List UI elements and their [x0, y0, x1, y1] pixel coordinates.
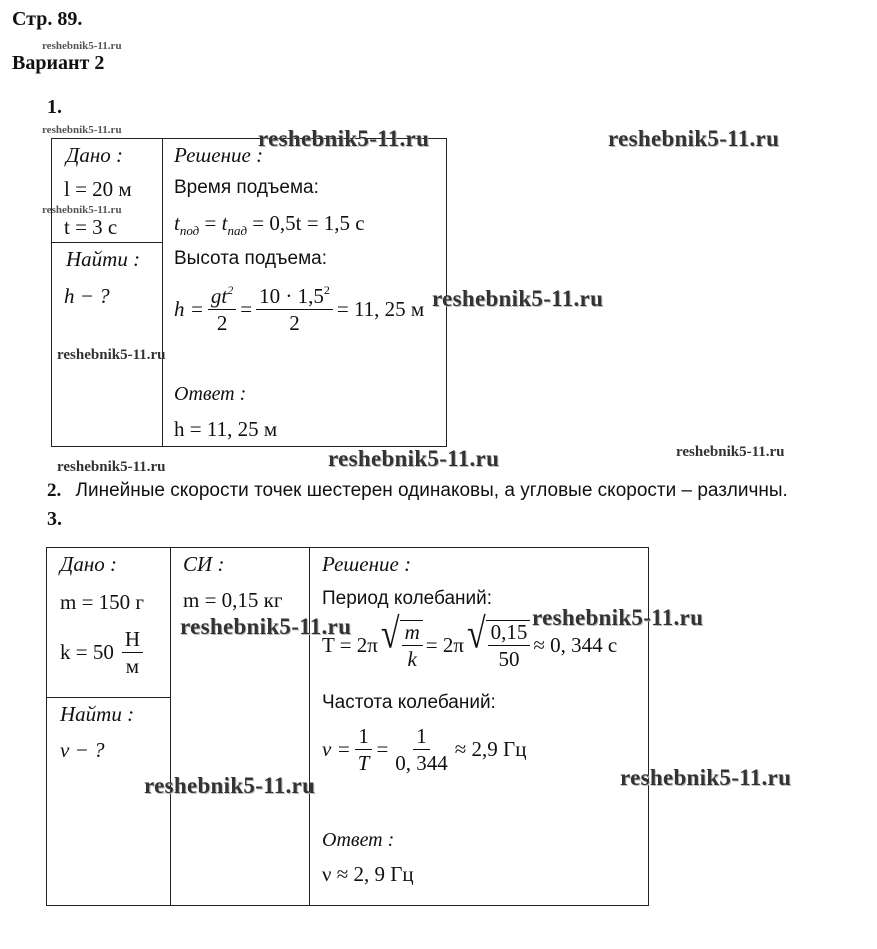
task3-answer-label: Ответ :: [322, 829, 395, 851]
watermark: reshebnik5-11.ru: [620, 765, 792, 790]
task2-line: 2. Линейные скорости точек шестерен одинаковы, а угловые скорости – различны.: [47, 480, 788, 501]
task3-solution-label: Решение :: [322, 552, 412, 576]
task3-given-divider: [46, 697, 171, 698]
watermark: reshebnik5-11.ru: [42, 204, 122, 216]
task1-height-formula: h = $\frac{gt^2}{2}$ = $\frac{10 \cdot 1,5^2}{2}$ = 11, 25 м: [174, 283, 425, 336]
watermark: reshebnik5-11.ru: [432, 286, 604, 311]
task3-freq-label: Частота колебаний:: [322, 692, 496, 713]
task3-find-nu: ν − ?: [60, 738, 105, 762]
watermark: reshebnik5-11.ru: [42, 124, 122, 136]
task1-rise-time-label: Время подъема:: [174, 177, 319, 198]
task1-rise-time-formula: $t_{под} = t_{пад} = 0,5t = 1,5$ с: [174, 211, 365, 238]
watermark: reshebnik5-11.ru: [532, 605, 704, 630]
task1-given-divider: [51, 242, 163, 243]
task1-given-label: Дано :: [66, 143, 124, 167]
task1-find-label: Найти :: [66, 247, 141, 271]
task1-solution-label: Решение :: [174, 143, 264, 167]
task3-given-k: k = 50 $\frac{Н}{м}$: [60, 628, 143, 677]
task3-number: 3.: [47, 508, 62, 530]
watermark: reshebnik5-11.ru: [57, 347, 166, 363]
task1-answer-label: Ответ :: [174, 383, 247, 405]
watermark: reshebnik5-11.ru: [258, 126, 430, 151]
task3-find-label: Найти :: [60, 702, 135, 726]
task3-period-formula: T = 2π √ $\frac{m}{k}$ = 2π √ $\frac{0,15}{50}$ ≈ 0, 344 с: [322, 611, 618, 672]
task3-given-label: Дано :: [60, 552, 118, 576]
watermark: reshebnik5-11.ru: [144, 773, 316, 798]
watermark: reshebnik5-11.ru: [676, 444, 785, 460]
task3-freq-formula: ν = $\frac{1}{T}$ = $\frac{1}{0, 344}$ ≈ 2,9 Гц: [322, 724, 527, 776]
task3-given-m: m = 150 г: [60, 590, 145, 614]
variant-heading: Вариант 2: [12, 52, 105, 74]
task1-height-label: Высота подъема:: [174, 248, 327, 269]
watermark: reshebnik5-11.ru: [328, 446, 500, 471]
task3-period-label: Период колебаний:: [322, 588, 493, 609]
watermark: reshebnik5-11.ru: [42, 40, 122, 52]
task3-si-m: m = 0,15 кг: [183, 588, 283, 612]
task3-si-label: СИ :: [183, 552, 225, 576]
task1-divider: [162, 138, 163, 447]
task1-find-h: h − ?: [64, 284, 110, 308]
watermark: reshebnik5-11.ru: [180, 614, 352, 639]
watermark: reshebnik5-11.ru: [608, 126, 780, 151]
page-title: Стр. 89.: [12, 8, 83, 30]
task3-divider-2: [309, 547, 310, 906]
watermark: reshebnik5-11.ru: [57, 459, 166, 475]
task1-answer: h = 11, 25 м: [174, 417, 278, 441]
task1-given-t: t = 3 с: [64, 215, 118, 239]
task3-divider-1: [170, 547, 171, 906]
task1-given-l: l = 20 м: [64, 177, 132, 201]
task1-number: 1.: [47, 96, 62, 118]
task3-answer: ν ≈ 2, 9 Гц: [322, 862, 414, 886]
